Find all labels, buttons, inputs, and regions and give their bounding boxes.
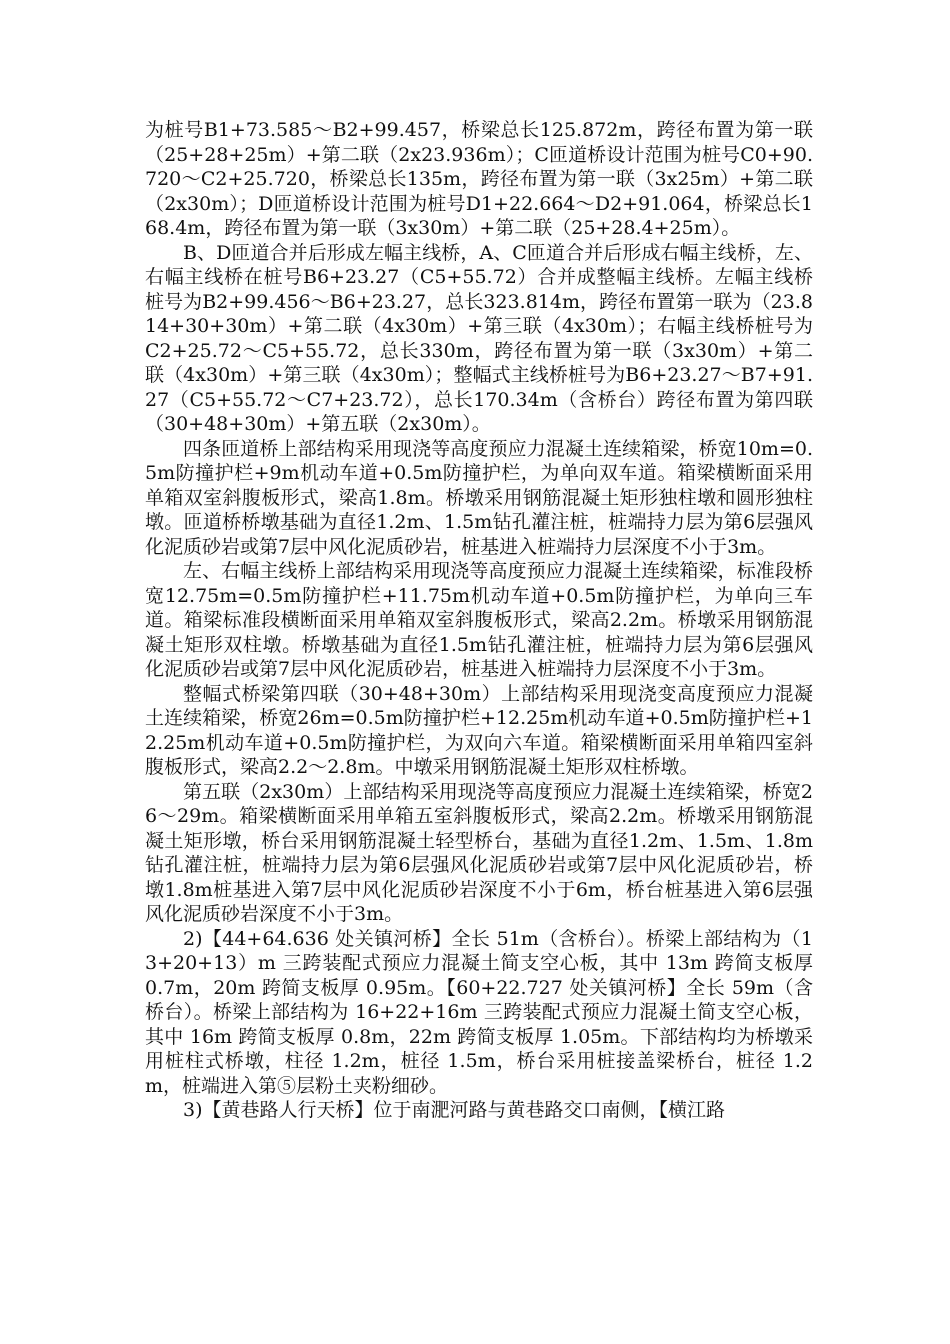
paragraph-7: 2)【44+64.636 处关镇河桥】全长 51m（含桥台）。桥梁上部结构为（13+20+13）m 三跨装配式预应力混凝土简支空心板，其中 13m 跨简支板厚 0.7m，20m 跨简支板厚 0.95m。【60+22.727 处关镇河桥】全长 59m（含桥台）。桥梁上部结构为 16+22+16m 三跨装配式预应力混凝土简支空心板，其中 16m 跨简支板厚 0.8m，22m 跨简支板厚 1.05m。下部结构均为桥墩采用桩柱式桥墩，柱径 1.2m，桩径 1.5m，桥台采用桩接盖梁桥台，桩径 1.2m，桩端进入第⑤层粉土夹粉细砂。 bbox=[145, 927, 813, 1097]
document-page bbox=[145, 118, 813, 1123]
paragraph-2: B、D匝道合并后形成左幅主线桥，A、C匝道合并后形成右幅主线桥，左、右幅主线桥在桩号B6+23.27（C5+55.72）合并成整幅主线桥。左幅主线桥桩号为B2+99.456～B6+23.27，总长323.814m，跨径布置第一联为（23.814+30+30m）+第二联（4x30m）+第三联（4x30m）；右幅主线桥桩号为C2+25.72～C5+55.72，总长330m，跨径布置为第一联（3x30m）+第二联（4x30m）+第三联（4x30m）；整幅式主线桥桩号为B6+23.27～B7+91.27（C5+55.72～C7+23.72），总长170.34m（含桥台）跨径布置为第四联（30+48+30m）+第五联（2x30m）。 bbox=[145, 241, 813, 435]
paragraph-5: 整幅式桥梁第四联（30+48+30m）上部结构采用现浇变高度预应力混凝土连续箱梁，桥宽26m=0.5m防撞护栏+12.25m机动车道+0.5m防撞护栏+12.25m机动车道+0.5m防撞护栏，为双向六车道。箱梁横断面采用单箱四室斜腹板形式，梁高2.2～2.8m。中墩采用钢筋混凝土矩形双柱桥墩。 bbox=[145, 682, 813, 778]
paragraph-6: 第五联（2x30m）上部结构采用现浇等高度预应力混凝土连续箱梁，桥宽26～29m。箱梁横断面采用单箱五室斜腹板形式，梁高2.2m。桥墩采用钢筋混凝土矩形墩，桥台采用钢筋混凝土轻型桥台，基础为直径1.2m、1.5m、1.8m钻孔灌注桩，桩端持力层为第6层强风化泥质砂岩或第7层中风化泥质砂岩，桥墩1.8m桩基进入第7层中风化泥质砂岩深度不小于6m，桥台桩基进入第6层强风化泥质砂岩深度不小于3m。 bbox=[145, 780, 813, 925]
paragraph-3: 四条匝道桥上部结构采用现浇等高度预应力混凝土连续箱梁，桥宽10m=0.5m防撞护栏+9m机动车道+0.5m防撞护栏，为单向双车道。箱梁横断面采用单箱双室斜腹板形式，梁高1.8m。桥墩采用钢筋混凝土矩形独柱墩和圆形独柱墩。匝道桥桥墩基础为直径1.2m、1.5m钻孔灌注桩，桩端持力层为第6层强风化泥质砂岩或第7层中风化泥质砂岩，桩基进入桩端持力层深度不小于3m。 bbox=[145, 437, 813, 558]
paragraph-1: 为桩号B1+73.585～B2+99.457，桥梁总长125.872m，跨径布置为第一联（25+28+25m）+第二联（2x23.936m）；C匝道桥设计范围为桩号C0+90.720～C2+25.720，桥梁总长135m，跨径布置为第一联（3x25m）+第二联（2x30m）；D匝道桥设计范围为桩号D1+22.664～D2+91.064，桥梁总长168.4m，跨径布置为第一联（3x30m）+第二联（25+28.4+25m）。 bbox=[145, 119, 813, 239]
paragraph-8: 3)【黄巷路人行天桥】位于南淝河路与黄巷路交口南侧，【横江路 bbox=[183, 1099, 726, 1121]
paragraph-4: 左、右幅主线桥上部结构采用现浇等高度预应力混凝土连续箱梁，标准段桥宽12.75m=0.5m防撞护栏+11.75m机动车道+0.5m防撞护栏，为单向三车道。箱梁标准段横断面采用单箱双室斜腹板形式，梁高2.2m。桥墩采用钢筋混凝土矩形双柱墩。桥墩基础为直径1.5m钻孔灌注桩，桩端持力层为第6层强风化泥质砂岩或第7层中风化泥质砂岩，桩基进入桩端持力层深度不小于3m。 bbox=[145, 560, 813, 680]
